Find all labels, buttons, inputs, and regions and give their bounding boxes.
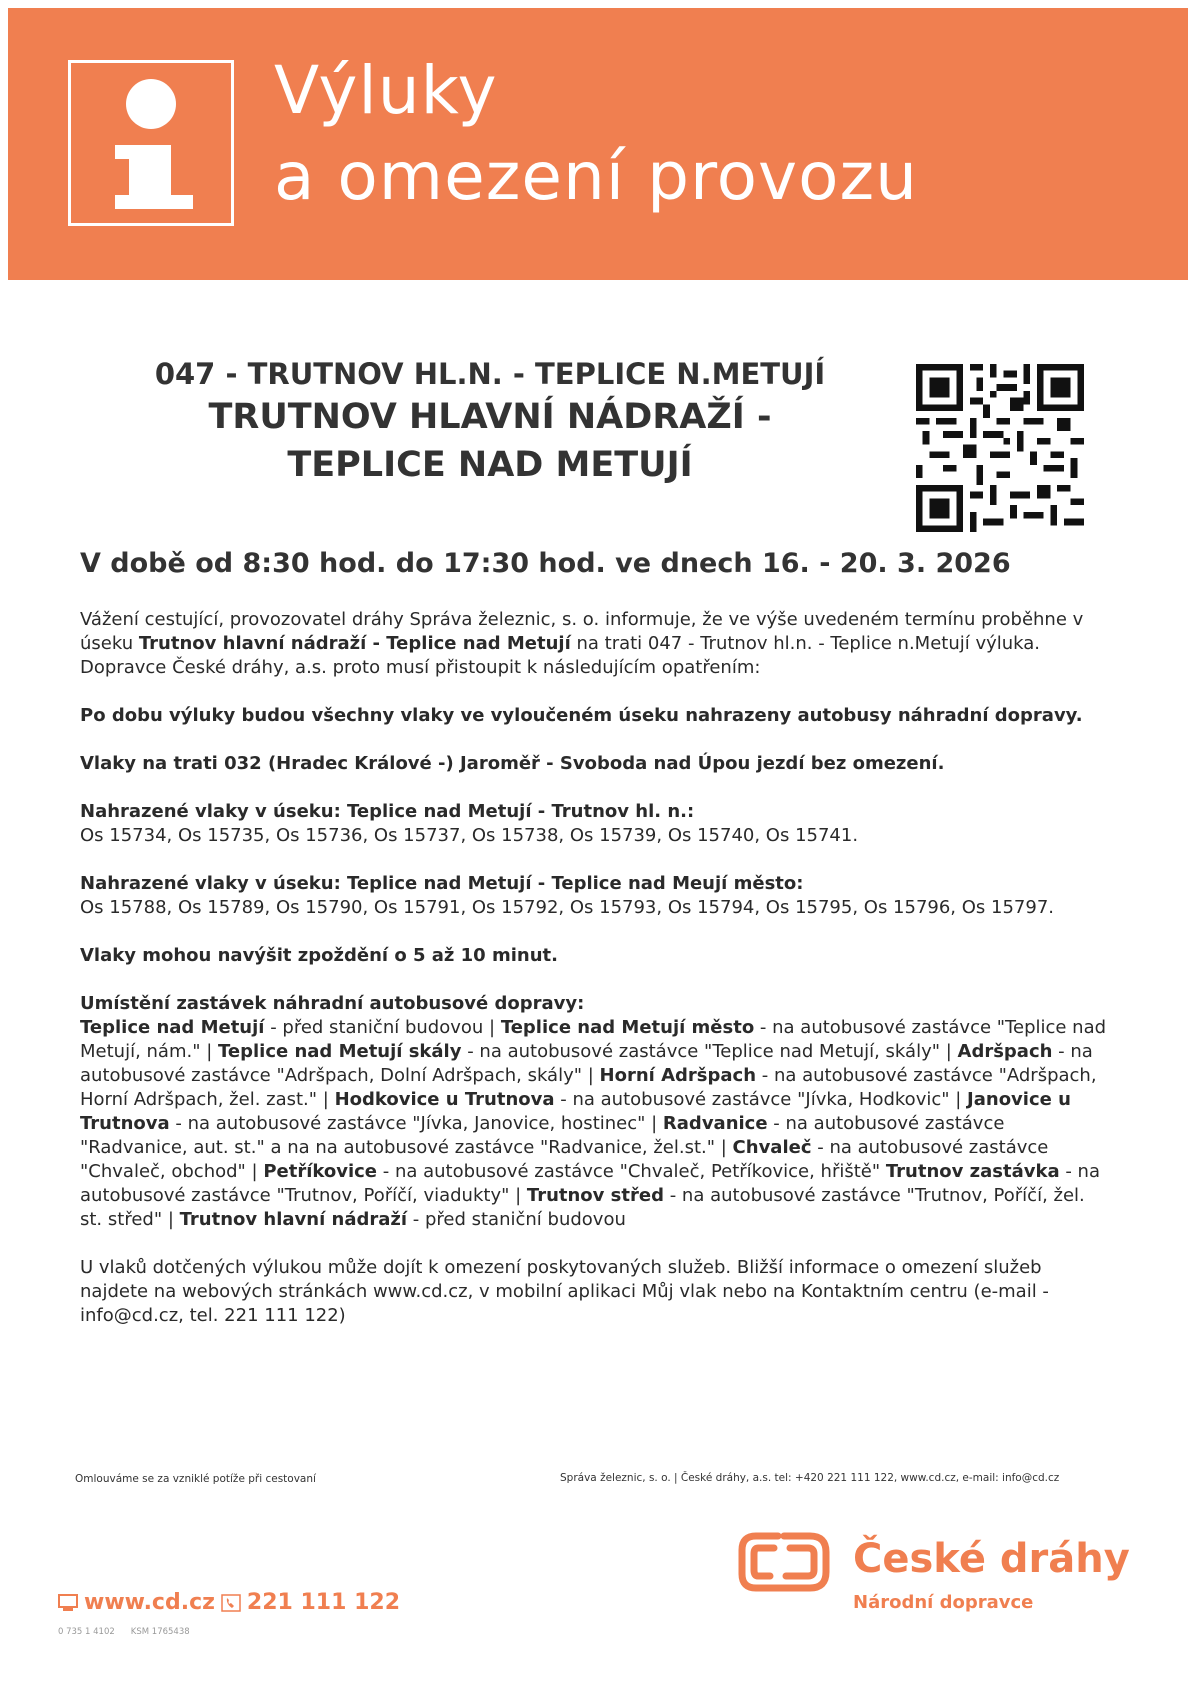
website-link[interactable]: www.cd.cz xyxy=(84,1590,215,1615)
contact-line xyxy=(58,1590,400,1615)
banner-title xyxy=(274,48,918,220)
intro-paragraph: Vážení cestující, provozovatel dráhy Správa železnic, s. o. informuje, že ve výše uvedeném termínu proběhne v úseku Trutnov hlavní nádraží - Teplice nad Metují na trati 047 - Trutnov hl.n. - Teplice n.Metují výluka. Dopravce České dráhy, a.s. proto musí přistoupit k následujícím opatřením: xyxy=(80,609,1084,678)
bus-stops-section: Umístění zastávek náhradní autobusové dopravy: Teplice nad Metují - před staniční budovou | Teplice nad Metují město - na autobusové zastávce "Teplice nad Metují, nám." | Teplice nad Metují skály - na autobusové zastávce "Teplice nad Metují, skály" | Adršpach - na autobusové zastávce "Adršpach, Dolní Adršpach, skály" | Horní Adršpach - na autobusové zastávce "Adršpach, Horní Adršpach, žel. zast." | Hodkovice u Trutnova - na autobusové zastávce "Jívka, Hodkovic" | Janovice u Trutnova - na autobusové zastávce "Jívka, Janovice, hostinec" | Radvanice - na autobusové zastávce "Radvanice, aut. st." a na na autobusové zastávce "Radvanice, žel.st." | Chvaleč - na autobusové zastávce "Chvaleč, obchod" | Petříkovice - na autobusové zastávce "Chvaleč, Petříkovice, hřiště" Trutnov zastávka - na autobusové zastávce "Trutnov, Poříčí, viadukty" | Trutnov střed - na autobusové zastávce "Trutnov, Poříčí, žel. st. střed" | Trutnov hlavní nádraží - před staniční budovou xyxy=(80,993,1107,1230)
line032-notice: Vlaky na trati 032 (Hradec Králové -) Jaroměř - Svoboda nad Úpou jezdí bez omezení. xyxy=(80,753,945,774)
document-codes xyxy=(58,1627,190,1637)
qr-code-icon[interactable] xyxy=(916,364,1084,532)
route-to: TEPLICE NAD METUJÍ xyxy=(287,445,693,485)
replacement-notice: Po dobu výluky budou všechny vlaky ve vyloučeném úseku nahrazeny autobusy náhradní dopravy. xyxy=(80,705,1083,726)
document-code-2: KSM 1765438 xyxy=(130,1627,190,1637)
replaced-trains-section2: Nahrazené vlaky v úseku: Teplice nad Metují - Teplice nad Meují město: Os 15788, Os 15789, Os 15790, Os 15791, Os 15792, Os 15793, Os 15794, Os 15795, Os 15796, Os 15797. xyxy=(80,873,1054,918)
route-code: 047 - TRUTNOV HL.N. - TEPLICE N.METUJÍ xyxy=(154,357,826,391)
notice-body xyxy=(80,608,1110,1352)
brand-name: České dráhy xyxy=(853,1536,1130,1582)
cd-logo-icon xyxy=(734,1528,834,1596)
replaced-trains-section1: Nahrazené vlaky v úseku: Teplice nad Metují - Trutnov hl. n.: Os 15734, Os 15735, Os 15736, Os 15737, Os 15738, Os 15739, Os 15740, Os 15741. xyxy=(80,801,859,846)
outage-period: V době od 8:30 hod. do 17:30 hod. ve dnech 16. - 20. 3. 2026 xyxy=(80,548,1011,579)
computer-icon xyxy=(58,1594,78,1612)
info-icon xyxy=(68,60,234,226)
phone-number[interactable]: 221 111 122 xyxy=(246,1590,401,1615)
route-from: TRUTNOV HLAVNÍ NÁDRAŽÍ - xyxy=(208,397,772,437)
delay-notice: Vlaky mohou navýšit zpoždění o 5 až 10 minut. xyxy=(80,945,558,966)
apology-text: Omlouváme se za vzniklé potíže při cestovaní xyxy=(75,1473,316,1485)
banner-title-line2: a omezení provozu xyxy=(274,138,918,215)
document-code-1: 0 735 1 4102 xyxy=(58,1627,115,1637)
brand-subtitle: Národní dopravce xyxy=(853,1592,1034,1613)
services-notice: U vlaků dotčených výlukou může dojít k omezení poskytovaných služeb. Bližší informace o omezení služeb najdete na webových stránkách www.cd.cz, v mobilní aplikaci Můj vlak nebo na Kontaktním centru (e-mail - info@cd.cz, tel. 221 111 122) xyxy=(80,1257,1049,1326)
route-heading xyxy=(100,357,880,489)
footer-contacts: Správa železnic, s. o. | České dráhy, a.s. tel: +420 221 111 122, www.cd.cz, e-mail: info@cd.cz xyxy=(560,1472,1060,1484)
banner-title-line1: Výluky xyxy=(274,52,498,129)
header-banner xyxy=(8,8,1188,280)
phone-icon xyxy=(221,1594,241,1612)
